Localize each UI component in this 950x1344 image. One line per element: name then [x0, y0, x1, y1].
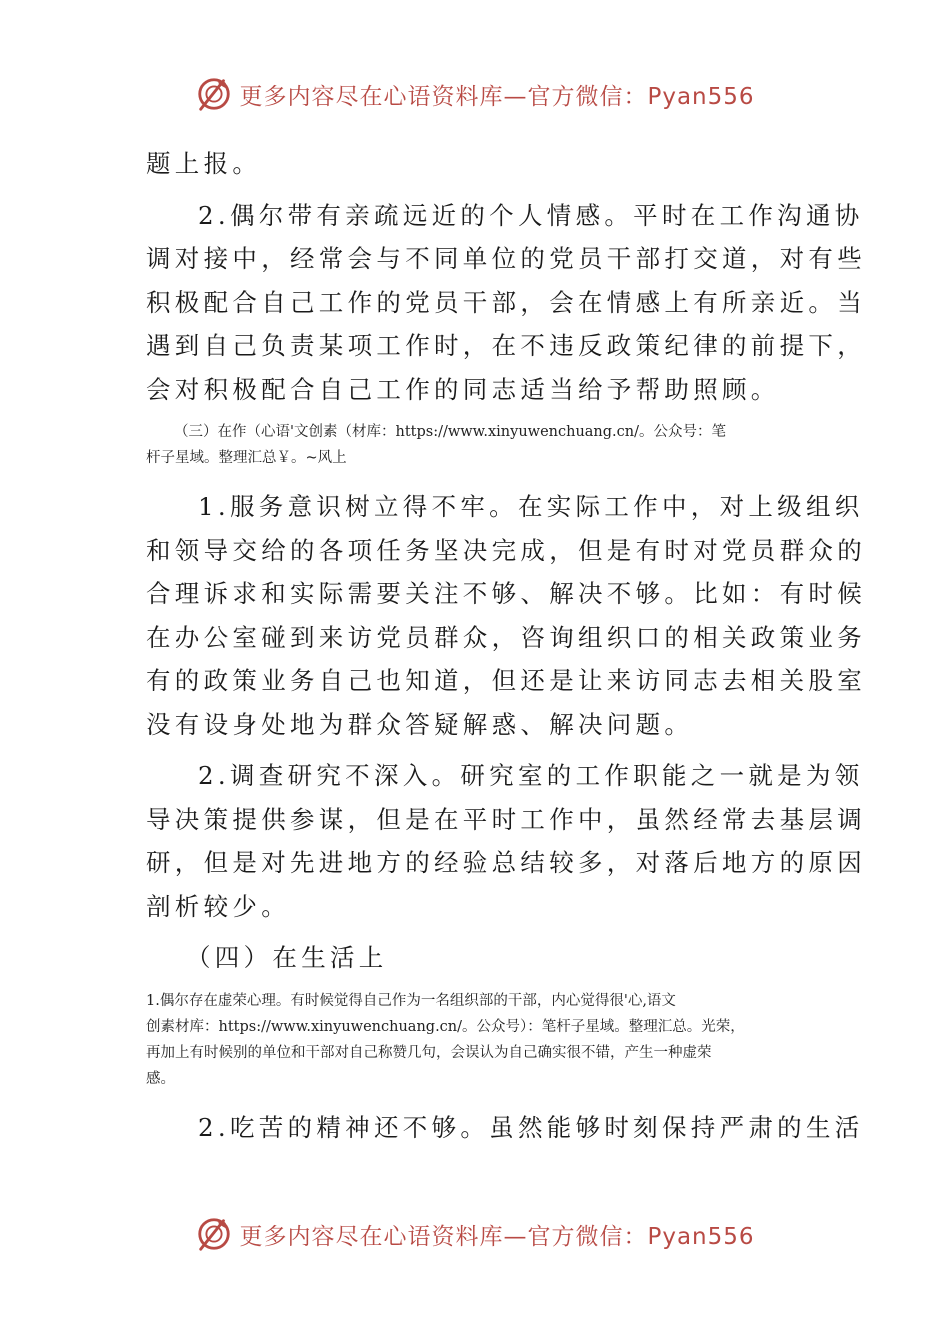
text-line: 研，但是对先进地方的经验总结较多，对落后地方的原因: [146, 848, 866, 877]
document-body: [146, 142, 866, 1149]
text-line: 在办公室碰到来访党员群众，咨询组织口的相关政策业务: [146, 622, 866, 652]
text-line: 2.偶尔带有亲疏远近的个人情感。平时在工作沟通协: [198, 200, 864, 230]
note-paragraph-1: [146, 419, 812, 471]
text-line: 积极配合自己工作的党员干部，会在情感上有所亲近。当: [146, 287, 866, 317]
text-line: 合理诉求和实际需要关注不够、解决不够。比如：有时候: [146, 579, 866, 608]
paragraph-p2: [146, 194, 866, 412]
text-line: 1.偶尔存在虚荣心理。有时候觉得自己作为一名组织部的干部，内心觉得很'心,语文: [146, 992, 676, 1009]
text-line: 题上报。: [146, 149, 262, 178]
paragraph-p1: [146, 142, 812, 186]
text-line: 2.吃苦的精神还不够。虽然能够时刻保持严肃的生活: [198, 1112, 864, 1142]
text-line: 剖析较少。: [146, 891, 290, 921]
paragraph-p4: [146, 754, 866, 928]
note-paragraph-2: [146, 988, 812, 1092]
text-line: 感。: [146, 1070, 175, 1087]
text-line: 1.服务意识树立得不牢。在实际工作中，对上级组织: [198, 492, 864, 521]
header-banner: [0, 72, 950, 116]
footer-banner: [0, 1212, 950, 1256]
text-line: 会对积极配合自己工作的同志适当给予帮助照顾。: [146, 374, 780, 404]
text-line: 遇到自己负责某项工作时，在不违反政策纪律的前提下，: [146, 331, 866, 360]
banner-text: 更多内容尽在心语资料库—官方微信：Pyan556: [239, 83, 755, 110]
section-heading-4: [146, 936, 812, 980]
text-line: 2.调查研究不深入。研究室的工作职能之一就是为领: [198, 761, 864, 790]
text-line: 和领导交给的各项任务坚决完成，但是有时对党员群众的: [146, 535, 866, 565]
text-line: 杆子星域。整理汇总￥。~风上: [146, 450, 347, 466]
text-line: 没有设身处地为群众答疑解惑、解决问题。: [146, 709, 694, 739]
feather-pen-logo-icon: [195, 75, 233, 113]
text-line: （三）在作（心语'文创素（材库：https://www.xinyuwenchuang.cn/。公众号：笔: [174, 424, 727, 440]
text-line: 导决策提供参谋，但是在平时工作中，虽然经常去基层调: [146, 804, 866, 834]
banner-text: 更多内容尽在心语资料库—官方微信：Pyan556: [239, 1223, 755, 1250]
section-heading: （四）在生活上: [186, 943, 388, 972]
paragraph-p3: [146, 485, 866, 746]
text-line: 创素材库：https://www.xinyuwenchuang.cn/。公众号）：笔杆子星域。整理汇总。光荣，: [146, 1018, 745, 1035]
paragraph-p5: [146, 1106, 864, 1150]
text-line: 再加上有时候别的单位和干部对自己称赞几句，会误认为自己确实很不错，产生一种虚荣: [146, 1044, 712, 1061]
text-line: 有的政策业务自己也知道，但还是让来访同志去相关股室: [146, 666, 866, 695]
feather-pen-logo-icon: [195, 1215, 233, 1253]
text-line: 调对接中，经常会与不同单位的党员干部打交道，对有些: [146, 244, 866, 273]
